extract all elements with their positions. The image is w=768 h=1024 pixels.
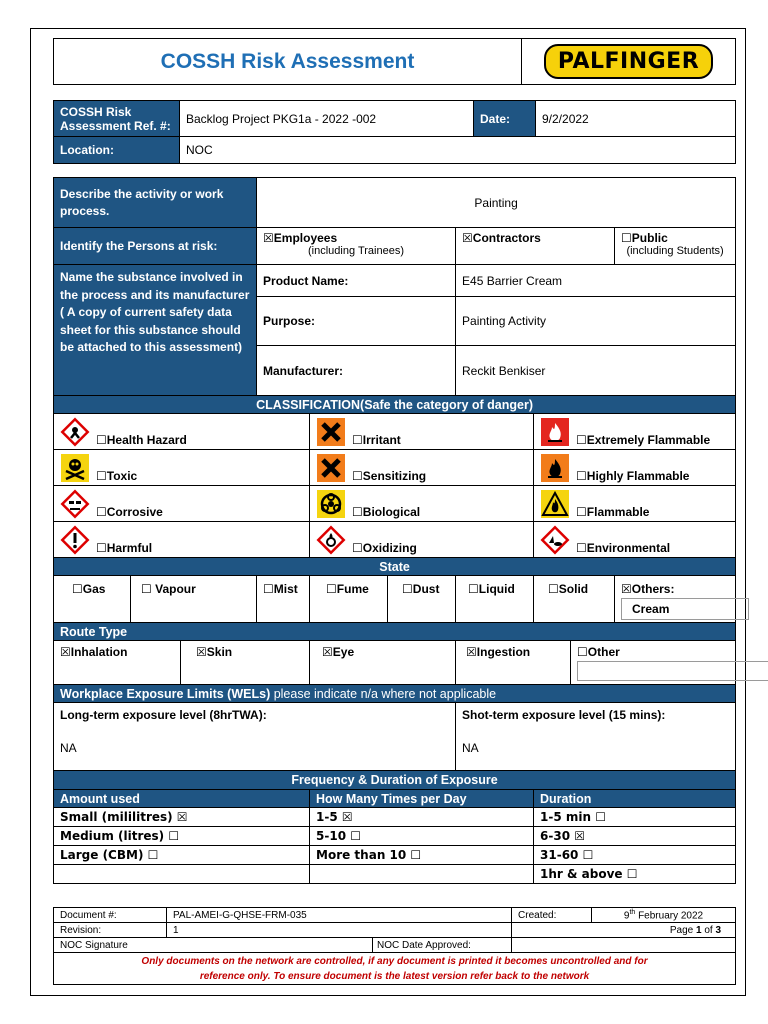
sensitizing-checkbox[interactable]: ☐ [352, 468, 363, 483]
highly-flammable-label: Highly Flammable [586, 468, 690, 483]
long-term-value: NA [60, 741, 77, 755]
hazard-cell[interactable] [534, 486, 736, 522]
manufacturer-label: Manufacturer: [257, 346, 456, 396]
oxidizing-label: Oxidizing [362, 540, 417, 555]
notice-line-1: Only documents on the network are controlled, if any document is printed it becomes uncontrolled and for [141, 955, 648, 967]
doc-value: PAL-AMEI-G-QHSE-FRM-035 [167, 908, 512, 923]
corrosive-checkbox[interactable]: ☐ [96, 504, 107, 519]
health-hazard-icon [60, 417, 90, 447]
biological-checkbox[interactable]: ☐ [352, 504, 363, 519]
extremely-flammable-label: Extremely Flammable [586, 432, 711, 447]
skin-checkbox[interactable]: ☒ [196, 645, 207, 659]
hazard-cell[interactable] [310, 414, 534, 450]
amount-empty [54, 865, 310, 884]
page-number [512, 923, 736, 938]
dust-label: Dust [412, 582, 440, 596]
liquid-label: Liquid [478, 582, 515, 596]
harmful-label: Harmful [106, 540, 153, 555]
ref-label: COSSH Risk Assessment Ref. #: [54, 101, 180, 137]
duration-header: Duration [534, 790, 736, 808]
hazard-cell[interactable] [54, 450, 310, 486]
state-vapour[interactable] [131, 576, 257, 623]
page-of: of [701, 924, 716, 936]
persons-label: Identify the Persons at risk: [54, 228, 257, 265]
amount-large[interactable]: Large (CBM) ☐ [54, 846, 310, 865]
created-rest: February 2022 [635, 910, 704, 922]
mist-checkbox[interactable]: ☐ [263, 582, 274, 596]
date-value: 9/2/2022 [536, 101, 736, 137]
irritant-label: Irritant [362, 432, 401, 447]
solid-label: Solid [558, 582, 589, 596]
flammable-label: Flammable [586, 504, 650, 519]
amount-small[interactable]: Small (mililitres) ☒ [54, 808, 310, 827]
hazard-cell[interactable] [534, 414, 736, 450]
date-label: Date: [474, 101, 536, 137]
ref-value: Backlog Project PKG1a - 2022 -002 [180, 101, 474, 137]
liquid-checkbox[interactable]: ☐ [468, 582, 479, 596]
short-term-label: Shot-term exposure level (15 mins): [462, 708, 666, 722]
duration-1-5[interactable]: 1-5 min ☐ [534, 808, 736, 827]
long-term-label: Long-term exposure level (8hrTWA): [60, 708, 267, 722]
highly-flammable-icon [540, 453, 570, 483]
persons-contractors[interactable] [456, 228, 615, 265]
hazard-cell[interactable] [310, 522, 534, 558]
route-ingestion[interactable] [456, 641, 571, 685]
state-liquid[interactable] [456, 576, 534, 623]
vapour-label: Vapour [151, 582, 196, 596]
revision-value: 1 [167, 923, 512, 938]
state-dust[interactable] [388, 576, 456, 623]
contractors-checkbox[interactable]: ☒ [462, 231, 473, 245]
irritant-icon [316, 417, 346, 447]
other-route-input[interactable] [577, 661, 768, 681]
sensitizing-label: Sensitizing [362, 468, 427, 483]
product-value: E45 Barrier Cream [456, 265, 736, 297]
doc-label: Document #: [54, 908, 167, 923]
vapour-checkbox[interactable]: ☐ [141, 582, 152, 596]
state-mist[interactable] [257, 576, 310, 623]
approved-value [512, 938, 736, 953]
notice-line-2: reference only. To ensure document is the latest version refer back to the network [199, 970, 590, 982]
route-other[interactable] [571, 641, 736, 685]
health-hazard-label: Health Hazard [106, 432, 187, 447]
skin-label: Skin [206, 645, 233, 659]
assessment-form [53, 177, 736, 884]
state-fume[interactable] [310, 576, 388, 623]
short-term-cell [456, 703, 736, 771]
route-skin[interactable] [181, 641, 310, 685]
state-title: State [54, 558, 736, 576]
page-total: 3 [715, 924, 722, 936]
gas-label: Gas [82, 582, 106, 596]
reference-table [53, 100, 736, 164]
environmental-checkbox[interactable]: ☐ [576, 540, 587, 555]
hazard-cell[interactable] [310, 486, 534, 522]
eye-checkbox[interactable]: ☒ [322, 645, 333, 659]
corrosive-label: Corrosive [106, 504, 163, 519]
biological-label: Biological [362, 504, 421, 519]
public-sub: (including Students) [626, 245, 724, 257]
sensitizing-icon [316, 453, 346, 483]
employees-sub: (including Trainees) [308, 245, 405, 257]
public-label: Public [631, 231, 668, 245]
biological-icon [316, 489, 346, 519]
harmful-checkbox[interactable]: ☐ [96, 540, 107, 555]
page-num: 1 [695, 924, 702, 936]
highly-flammable-checkbox[interactable]: ☐ [576, 468, 587, 483]
environmental-icon [540, 525, 570, 555]
persons-public[interactable] [615, 228, 736, 265]
wel-title [54, 685, 736, 703]
other-checkbox[interactable]: ☐ [577, 645, 588, 659]
page-prefix: Page [669, 924, 696, 936]
hazard-cell[interactable] [54, 486, 310, 522]
revision-label: Revision: [54, 923, 167, 938]
product-label: Product Name: [257, 265, 456, 297]
others-input[interactable]: Cream [621, 598, 749, 620]
activity-value: Painting [257, 178, 736, 228]
times-1-5[interactable]: 1-5 ☒ [310, 808, 534, 827]
times-empty [310, 865, 534, 884]
others-checkbox[interactable]: ☒ [621, 582, 632, 596]
hazard-cell[interactable] [310, 450, 534, 486]
ingestion-label: Ingestion [476, 645, 531, 659]
route-eye[interactable] [310, 641, 456, 685]
substance-label: Name the substance involved in the process and its manufacturer ( A copy of current safety data sheet for this substance should be attached to this assessment) [54, 265, 257, 396]
flammable-checkbox[interactable]: ☐ [576, 504, 587, 519]
purpose-label: Purpose: [257, 297, 456, 346]
header-table [53, 38, 736, 85]
duration-1hr-above[interactable]: 1hr & above ☐ [534, 865, 736, 884]
solid-checkbox[interactable]: ☐ [548, 582, 559, 596]
frequency-title: Frequency & Duration of Exposure [54, 771, 736, 790]
route-inhalation[interactable] [54, 641, 181, 685]
location-value: NOC [180, 137, 736, 164]
toxic-icon [60, 453, 90, 483]
health-hazard-checkbox[interactable]: ☐ [96, 432, 107, 447]
wel-title-note: please indicate n/a where not applicable [270, 686, 497, 701]
public-checkbox[interactable]: ☐ [621, 231, 632, 245]
document-footer [53, 907, 736, 985]
state-gas[interactable] [54, 576, 131, 623]
signature-label: NOC Signature [54, 938, 373, 953]
fume-label: Fume [336, 582, 369, 596]
duration-6-30[interactable]: 6-30 ☒ [534, 827, 736, 846]
logo-cell [522, 39, 736, 85]
route-title: Route Type [54, 623, 736, 641]
location-label: Location: [54, 137, 180, 164]
times-header: How Many Times per Day [310, 790, 534, 808]
other-label: Other [587, 645, 620, 659]
gas-checkbox[interactable]: ☐ [72, 582, 83, 596]
created-label: Created: [512, 908, 592, 923]
employees-checkbox[interactable]: ☒ [263, 231, 274, 245]
corrosive-icon [60, 489, 90, 519]
inhalation-checkbox[interactable]: ☒ [60, 645, 71, 659]
inhalation-label: Inhalation [70, 645, 128, 659]
wel-title-bold: Workplace Exposure Limits (WELs) [60, 686, 271, 701]
toxic-checkbox[interactable]: ☐ [96, 468, 107, 483]
classification-title: CLASSIFICATION(Safe the category of danger) [54, 396, 736, 414]
oxidizing-checkbox[interactable]: ☐ [352, 540, 363, 555]
created-day: 9 [623, 910, 630, 922]
hazard-cell[interactable] [534, 450, 736, 486]
manufacturer-value: Reckit Benkiser [456, 346, 736, 396]
page-title: COSSH Risk Assessment [54, 39, 522, 85]
state-solid[interactable] [534, 576, 615, 623]
mist-label: Mist [273, 582, 298, 596]
persons-employees[interactable] [257, 228, 456, 265]
extremely-flammable-checkbox[interactable]: ☐ [576, 432, 587, 447]
eye-label: Eye [332, 645, 355, 659]
extremely-flammable-icon [540, 417, 570, 447]
irritant-checkbox[interactable]: ☐ [352, 432, 363, 447]
hazard-cell[interactable] [54, 414, 310, 450]
hazard-cell[interactable] [54, 522, 310, 558]
palfinger-logo: PALFINGER [544, 44, 713, 79]
others-label: Others: [631, 582, 675, 596]
harmful-icon [60, 525, 90, 555]
oxidizing-icon [316, 525, 346, 555]
created-value [592, 908, 736, 923]
long-term-cell [54, 703, 456, 771]
dust-checkbox[interactable]: ☐ [402, 582, 413, 596]
ingestion-checkbox[interactable]: ☒ [466, 645, 477, 659]
activity-label: Describe the activity or work process. [54, 178, 257, 228]
times-more-than-10[interactable]: More than 10 ☐ [310, 846, 534, 865]
amount-header: Amount used [54, 790, 310, 808]
hazard-cell[interactable] [534, 522, 736, 558]
duration-31-60[interactable]: 31-60 ☐ [534, 846, 736, 865]
environmental-label: Environmental [586, 540, 671, 555]
toxic-label: Toxic [106, 468, 138, 483]
fume-checkbox[interactable]: ☐ [326, 582, 337, 596]
approved-label: NOC Date Approved: [373, 938, 512, 953]
state-others[interactable] [615, 576, 736, 623]
amount-medium[interactable]: Medium (litres) ☐ [54, 827, 310, 846]
purpose-value: Painting Activity [456, 297, 736, 346]
uncontrolled-notice [54, 953, 736, 985]
short-term-value: NA [462, 741, 479, 755]
employees-label: Employees [273, 231, 338, 245]
contractors-label: Contractors [472, 231, 541, 245]
times-5-10[interactable]: 5-10 ☐ [310, 827, 534, 846]
created-sup: th [629, 908, 636, 916]
flammable-icon [540, 489, 570, 519]
